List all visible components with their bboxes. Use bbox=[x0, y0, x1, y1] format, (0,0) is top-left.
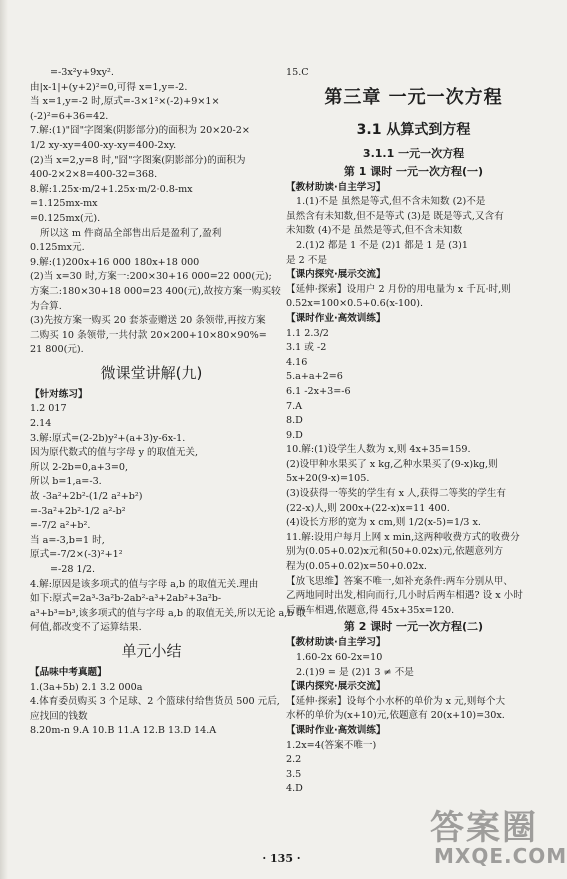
answer-line: 2.(1)9 = 是 (2)1 3 ≠ 不是 bbox=[296, 666, 414, 678]
answer-line: =-7/2 a²+b². bbox=[30, 520, 91, 532]
answer-line: =-28 1/2. bbox=[50, 564, 96, 575]
section-title-micro-lecture: 微课堂讲解(九) bbox=[100, 363, 203, 382]
section-heading: 3.1 从算式到方程 bbox=[356, 121, 471, 138]
answer-line: 7.A bbox=[286, 400, 303, 412]
answer-line: (3)设获得一等奖的学生有 x 人,获得二等奖的学生有 bbox=[286, 488, 507, 500]
answer-line: 1/2 xy-xy=400-xy-xy=400-2xy. bbox=[30, 139, 177, 151]
section-label: 【课内探究·展示交流】 bbox=[286, 269, 386, 281]
answer-line: 2.(1)2 都是 1 不是 (2)1 都是 1 是 (3)1 bbox=[296, 239, 468, 251]
answer-line: =-3a²+2b²-1/2 a²-b² bbox=[30, 505, 126, 517]
answer-line: 【延伸·探索】设每个小水杯的单价为 x 元,则每个大 bbox=[286, 695, 506, 707]
answer-line: 1.2x=4(答案不唯一) bbox=[286, 739, 377, 751]
answer-line: 故 -3a²+2b²-(1/2 a²+b²) bbox=[30, 491, 143, 503]
answer-line: 别为(0.05+0.02)x元和(50+0.02x)元,依题意列方 bbox=[286, 546, 504, 558]
section-label: 【课内探究·展示交流】 bbox=[286, 681, 386, 693]
answer-line: 1.2 017 bbox=[30, 403, 67, 415]
answer-line: 虽然含有未知数,但不是等式 (3)是 既是等式,又含有 bbox=[286, 210, 504, 222]
answer-line: =0.125mx(元). bbox=[30, 212, 101, 224]
answer-line: 所以 b=1,a=-3. bbox=[30, 476, 102, 488]
answer-line: (2)当 x=30 时,方案一:200×30+16 000=22 000(元); bbox=[30, 271, 272, 283]
chapter-title: 第三章 一元一次方程 bbox=[324, 86, 503, 108]
answer-line: a³+b³=b³,该多项式的值与字母 a,b 的取值无关,所以无论 a,b 取 bbox=[30, 607, 307, 619]
answer-line: 4.体育委员购买 3 个足球、2 个篮球付给售货员 500 元后, bbox=[30, 696, 280, 708]
answer-line: 8.D bbox=[286, 415, 303, 427]
answer-line: 1.1 2.3/2 bbox=[286, 327, 329, 339]
answer-line: 后两车相遇,依题意,得 45x+35x=120. bbox=[286, 604, 455, 616]
section-label: 【品味中考真题】 bbox=[30, 666, 107, 678]
answer-line: 当 x=1,y=-2 时,原式=-3×1²×(-2)+9×1× bbox=[30, 96, 220, 108]
answer-line: 【放飞思维】答案不唯一,如补充条件:两车分别从甲、 bbox=[286, 575, 513, 587]
answer-line: 因为原代数式的值与字母 y 的取值无关, bbox=[30, 447, 199, 459]
answer-line: 2.2 bbox=[286, 754, 302, 766]
answer-line: =1.125mx-mx bbox=[30, 198, 98, 210]
answer-line: (2)当 x=2,y=8 时,"囧"字图案(阴影部分)的面积为 bbox=[30, 154, 246, 166]
answer-line: 程为(0.05+0.02)x=50+0.02x. bbox=[286, 561, 427, 573]
answer-line: 由|x-1|+(y+2)²=0,可得 x=1,y=-2. bbox=[30, 81, 188, 93]
lesson-heading-1: 第 1 课时 一元一次方程(一) bbox=[343, 164, 484, 178]
answer-line: (22-x)人,则 200x+(22-x)x=11 400. bbox=[286, 502, 450, 514]
right-column bbox=[286, 66, 541, 797]
answer-line: 所以这 m 件商品全部售出后是盈利了,盈利 bbox=[40, 227, 222, 239]
answer-line: 3.解:原式=(2-2b)y²+(a+3)y-6x-1. bbox=[30, 432, 186, 444]
answer-line: 是 2 不是 bbox=[286, 254, 327, 266]
answer-line: 1.60-2x 60-2x=10 bbox=[296, 652, 383, 663]
section-label: 【针对练习】 bbox=[30, 388, 88, 400]
answer-line: 2.14 bbox=[30, 418, 52, 430]
section-label: 【课时作业·高效训练】 bbox=[286, 724, 386, 736]
answer-line: 【延伸·探索】设用户 2 月份的用电量为 x 千瓦·时,则 bbox=[286, 283, 511, 295]
answer-line: (4)设长方形的宽为 x cm,则 1/2(x-5)=1/3 x. bbox=[286, 517, 481, 529]
section-label: 【课时作业·高效训练】 bbox=[286, 312, 386, 324]
answer-line: 3.5 bbox=[286, 768, 302, 780]
answer-line: =-3x²y+9xy². bbox=[50, 67, 114, 78]
answer-line: 当 a=-3,b=1 时, bbox=[30, 534, 105, 546]
section-label: 【教材助读·自主学习】 bbox=[286, 181, 386, 193]
answer-line: 7.解:(1)"囧"字图案(阴影部分)的面积为 20×20-2× bbox=[30, 125, 250, 137]
page-spine-shadow bbox=[0, 0, 8, 879]
answer-line: 所以 2-2b=0,a+3=0, bbox=[30, 461, 129, 473]
section-label: 【教材助读·自主学习】 bbox=[286, 637, 386, 649]
watermark-url: MXQE.COM bbox=[434, 844, 567, 868]
answer-line: 9.解:(1)200x+16 000 180x+18 000 bbox=[30, 256, 200, 268]
answer-line: 4.D bbox=[286, 783, 303, 795]
page-number: · 135 · bbox=[262, 852, 301, 865]
answer-line: 3.1 或 -2 bbox=[286, 342, 327, 354]
answer-line: 如下:原式=2a³-3a²b-2ab²-a³+2ab²+3a²b- bbox=[30, 593, 222, 605]
answer-line: 21 800(元). bbox=[30, 344, 84, 356]
answer-line: (3)先按方案一购买 20 套茶壶赠送 20 条领带,再按方案 bbox=[30, 315, 266, 327]
answer-line: 400-2×2×8=400-32=368. bbox=[30, 169, 158, 181]
answer-line: 0.52x=100×0.5+0.6(x-100). bbox=[286, 298, 424, 310]
answer-line: 8.20m-n 9.A 10.B 11.A 12.B 13.D 14.A bbox=[30, 725, 217, 737]
watermark-text: 答案圈 bbox=[430, 808, 538, 848]
answer-line: 1.(3a+5b) 2.1 3.2 000a bbox=[30, 681, 143, 693]
answer-line: (-2)²=6+36=42. bbox=[30, 110, 109, 122]
answer-line: 5x+20(9-x)=105. bbox=[286, 473, 370, 485]
answer-block-right-1 bbox=[286, 181, 541, 619]
subsection-heading: 3.1.1 一元一次方程 bbox=[362, 146, 465, 160]
answer-line: 应找回的钱数 bbox=[30, 710, 88, 722]
answer-line: 1.(1)不是 虽然是等式,但不含未知数 (2)不是 bbox=[296, 196, 486, 208]
answer-line: 未知数 (4)不是 虽然是等式,但不含未知数 bbox=[286, 225, 463, 237]
answer-line: 11.解:设用户每月上网 x min,这两种收费方式的收费分 bbox=[286, 531, 520, 543]
answer-line: 方案二:180×30+18 000=23 400(元),故按方案一购买较 bbox=[30, 285, 281, 297]
answer-line: 10.解:(1)设学生人数为 x,则 4x+35=159. bbox=[286, 444, 471, 456]
answer-line: 何值,都改变不了运算结果. bbox=[30, 622, 142, 634]
answer-line: 9.D bbox=[286, 429, 303, 441]
answer-line: 二购买 10 条领带,一共付款 20×200+10×80×90%= bbox=[30, 329, 267, 341]
answer-block-3 bbox=[30, 666, 280, 739]
answer-line: 为合算. bbox=[30, 300, 62, 312]
answer-line: 4.16 bbox=[286, 356, 308, 368]
answer-line: 15.C bbox=[286, 67, 309, 78]
answer-line: 6.1 -2x+3=-6 bbox=[286, 385, 351, 397]
answer-line: 4.解:原因是该多项式的值与字母 a,b 的取值无关.理由 bbox=[30, 578, 259, 590]
watermark-logo bbox=[420, 800, 567, 878]
answer-block-1 bbox=[30, 66, 281, 358]
answer-line: 水杯的单价为(x+10)元,依题意有 20(x+10)=30x. bbox=[286, 710, 505, 722]
answer-line: (2)设甲种水果买了 x kg,乙种水果买了(9-x)kg,则 bbox=[286, 458, 498, 470]
section-title-unit-summary: 单元小结 bbox=[121, 641, 182, 660]
answer-line: 原式=-7/2×(-3)²+1² bbox=[30, 549, 123, 561]
answer-line: 0.125mx元. bbox=[30, 242, 85, 254]
lesson-heading-2: 第 2 课时 一元一次方程(二) bbox=[343, 620, 484, 634]
answer-block-right-2 bbox=[286, 636, 541, 797]
answer-line: 8.解:1.25x·m/2+1.25x·m/2·0.8-mx bbox=[30, 183, 193, 195]
answer-line: 乙两地同时出发,相向而行,几小时后两车相遇? 设 x 小时 bbox=[286, 590, 523, 602]
answer-line: 5.a+a+2=6 bbox=[286, 371, 343, 383]
